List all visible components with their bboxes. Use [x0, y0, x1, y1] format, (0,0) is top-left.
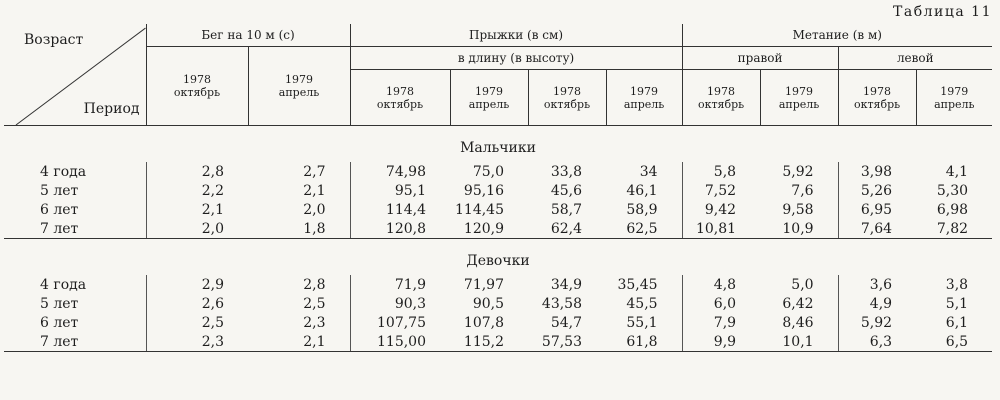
- value-cell: 3,8: [945, 276, 969, 293]
- value-cell: 5,26: [838, 181, 916, 200]
- value-cell: 43,58: [541, 295, 582, 312]
- value-cell: 10,81: [682, 219, 760, 239]
- value-cell: 7,82: [916, 219, 992, 239]
- table-row: [4, 181, 992, 200]
- table-row: [4, 200, 992, 219]
- header-left-1979: 1979 апрель: [916, 70, 992, 126]
- header-height-1978: 1978 октябрь: [528, 70, 606, 126]
- value-cell: 4,9: [838, 294, 916, 313]
- table-caption: Таблица 11: [893, 4, 992, 20]
- age-cell: 7 лет: [4, 219, 146, 239]
- value-cell: 120,9: [450, 219, 528, 239]
- value-cell: 90,3: [350, 294, 450, 313]
- value-cell: 62,5: [606, 219, 682, 239]
- table-row: [4, 294, 992, 313]
- value-cell: 114,45: [455, 201, 504, 218]
- value-cell: 55,1: [626, 314, 658, 331]
- value-cell: 9,58: [782, 201, 814, 218]
- header-jumps: Прыжки (в см): [350, 24, 682, 47]
- value-cell: 5,30: [936, 182, 969, 199]
- value-cell: 7,9: [682, 313, 760, 332]
- value-cell: 75,0: [472, 163, 504, 180]
- value-cell: 90,5: [472, 295, 504, 312]
- value-cell: 6,98: [936, 201, 969, 218]
- header-right-1979: 1979 апрель: [760, 70, 838, 126]
- value-cell: 2,7: [303, 163, 326, 180]
- value-cell: 74,98: [350, 162, 450, 181]
- value-cell: 5,92: [782, 163, 814, 180]
- age-cell: 6 лет: [40, 201, 79, 218]
- table-row: [4, 219, 992, 239]
- header-throw: Метание (в м): [682, 24, 992, 47]
- value-cell: 2,3: [303, 314, 326, 331]
- value-cell: 34: [639, 163, 658, 180]
- value-cell: 3,98: [838, 162, 916, 181]
- header-corner: [4, 24, 146, 126]
- value-cell: 2,8: [303, 276, 326, 293]
- header-throw-left: левой: [838, 47, 992, 70]
- value-cell: 45,6: [550, 182, 582, 199]
- header-run-1979: 1979 апрель: [248, 47, 350, 126]
- value-cell: 4,1: [945, 163, 969, 180]
- value-cell: 115,2: [450, 332, 528, 352]
- section-title: Девочки: [466, 253, 530, 269]
- section-title: Мальчики: [460, 140, 536, 156]
- value-cell: 9,42: [682, 200, 760, 219]
- value-cell: 6,5: [916, 332, 992, 352]
- header-left-1978: 1978 октябрь: [838, 70, 916, 126]
- value-cell: 7,52: [682, 181, 760, 200]
- value-cell: 34,9: [550, 276, 582, 293]
- age-cell: 4 года: [40, 276, 87, 293]
- value-cell: 2,0: [303, 201, 326, 218]
- value-cell: 5,0: [791, 276, 814, 293]
- value-cell: 10,1: [760, 332, 838, 352]
- value-cell: 2,6: [146, 294, 248, 313]
- value-cell: 5,92: [838, 313, 916, 332]
- age-cell: 4 года: [40, 163, 87, 180]
- value-cell: 4,8: [682, 275, 760, 294]
- value-cell: 35,45: [617, 276, 658, 293]
- value-cell: 6,95: [838, 200, 916, 219]
- table-body: [4, 126, 992, 352]
- value-cell: 2,1: [146, 200, 248, 219]
- value-cell: 2,3: [146, 332, 248, 352]
- header-jumps-sub: в длину (в высоту): [350, 47, 682, 70]
- value-cell: 58,7: [550, 201, 582, 218]
- age-cell: 5 лет: [40, 295, 79, 312]
- value-cell: 120,8: [350, 219, 450, 239]
- period-label: Период: [83, 101, 140, 117]
- value-cell: 54,7: [550, 314, 582, 331]
- value-cell: 8,46: [782, 314, 814, 331]
- value-cell: 115,00: [350, 332, 450, 352]
- value-cell: 7,64: [838, 219, 916, 239]
- value-cell: 10,9: [760, 219, 838, 239]
- age-cell: 5 лет: [40, 182, 79, 199]
- value-cell: 6,42: [782, 295, 814, 312]
- value-cell: 71,9: [350, 275, 450, 294]
- value-cell: 46,1: [626, 182, 658, 199]
- value-cell: 95,1: [350, 181, 450, 200]
- header-run: Бег на 10 м (с): [146, 24, 350, 47]
- value-cell: 33,8: [550, 163, 582, 180]
- table-row: [4, 332, 992, 352]
- value-cell: 2,8: [146, 162, 248, 181]
- header-length-1979: 1979 апрель: [450, 70, 528, 126]
- value-cell: 6,3: [838, 332, 916, 352]
- value-cell: 2,1: [303, 182, 326, 199]
- value-cell: 5,1: [945, 295, 969, 312]
- age-label: Возраст: [24, 32, 84, 48]
- header-height-1979: 1979 апрель: [606, 70, 682, 126]
- value-cell: 58,9: [626, 201, 658, 218]
- table-row: [4, 275, 992, 294]
- table-row: [4, 313, 992, 332]
- value-cell: 3,6: [838, 275, 916, 294]
- value-cell: 114,4: [350, 200, 450, 219]
- header-throw-right: правой: [682, 47, 838, 70]
- value-cell: 2,0: [146, 219, 248, 239]
- value-cell: 107,8: [463, 314, 504, 331]
- header-length-1978: 1978 октябрь: [350, 70, 450, 126]
- value-cell: 1,8: [248, 219, 350, 239]
- data-table: [4, 24, 992, 352]
- table-row: [4, 162, 992, 181]
- value-cell: 107,75: [350, 313, 450, 332]
- value-cell: 2,1: [248, 332, 350, 352]
- value-cell: 57,53: [528, 332, 606, 352]
- value-cell: 45,5: [626, 295, 658, 312]
- value-cell: 5,8: [682, 162, 760, 181]
- value-cell: 2,5: [146, 313, 248, 332]
- value-cell: 62,4: [528, 219, 606, 239]
- value-cell: 7,6: [791, 182, 814, 199]
- header-run-1978: 1978 октябрь: [146, 47, 248, 126]
- value-cell: 2,9: [146, 275, 248, 294]
- age-cell: 7 лет: [4, 332, 146, 352]
- age-cell: 6 лет: [40, 314, 79, 331]
- value-cell: 9,9: [682, 332, 760, 352]
- value-cell: 6,0: [682, 294, 760, 313]
- value-cell: 2,5: [303, 295, 326, 312]
- value-cell: 2,2: [146, 181, 248, 200]
- value-cell: 95,16: [463, 182, 504, 199]
- header-right-1978: 1978 октябрь: [682, 70, 760, 126]
- value-cell: 61,8: [606, 332, 682, 352]
- value-cell: 71,97: [463, 276, 504, 293]
- value-cell: 6,1: [945, 314, 969, 331]
